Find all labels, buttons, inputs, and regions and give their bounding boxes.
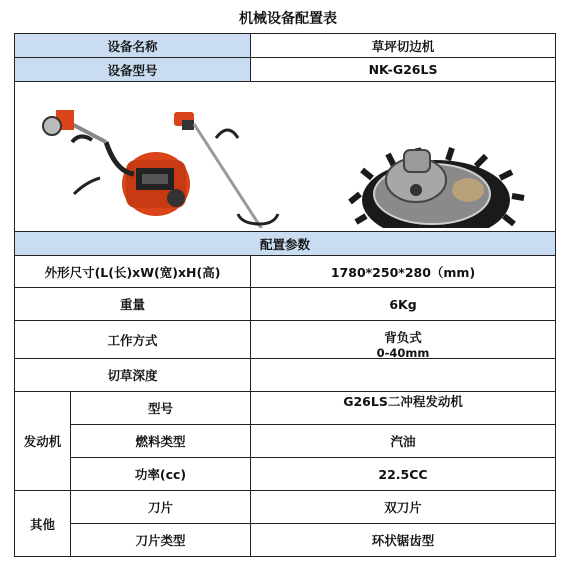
row-blade (15, 491, 556, 524)
label-work-mode: 工作方式 (15, 321, 251, 359)
label-power: 功率(cc) (71, 458, 251, 491)
row-cut-depth (15, 359, 556, 392)
value-device-model: NK-G26LS (251, 58, 556, 82)
label-fuel-type: 燃料类型 (71, 425, 251, 458)
value-engine-model: G26LS二冲程发动机 (251, 392, 556, 425)
row-section-title (15, 232, 556, 256)
product-images (16, 82, 555, 228)
value-blade: 双刀片 (251, 491, 556, 524)
equipment-config-table (14, 33, 556, 557)
row-work-mode (15, 321, 556, 359)
product-images-cell (15, 82, 556, 232)
value-blade-type: 环状锯齿型 (251, 524, 556, 557)
label-weight: 重量 (15, 288, 251, 321)
value-device-name: 草坪切边机 (251, 34, 556, 58)
value-cut-depth-empty (251, 359, 556, 392)
label-device-model: 设备型号 (15, 58, 251, 82)
value-power: 22.5CC (251, 458, 556, 491)
backpack-edger-photo (43, 110, 190, 216)
value-work-mode-cell (251, 321, 556, 359)
row-dimensions (15, 256, 556, 288)
label-cut-depth: 切草深度 (15, 359, 251, 392)
row-power (15, 458, 556, 491)
row-weight (15, 288, 556, 321)
row-device-name (15, 34, 556, 58)
edger-shaft-photo (174, 112, 306, 228)
value-weight: 6Kg (251, 288, 556, 321)
label-dimensions: 外形尺寸(L(长)xW(宽)xH(高) (15, 256, 251, 288)
section-title: 配置参数 (15, 232, 556, 256)
row-engine-model (15, 392, 556, 425)
row-product-images (15, 82, 556, 232)
group-engine: 发动机 (15, 392, 71, 491)
group-other: 其他 (15, 491, 71, 557)
serrated-blade-head-photo (350, 148, 524, 228)
value-fuel-type: 汽油 (251, 425, 556, 458)
label-blade: 刀片 (71, 491, 251, 524)
row-device-model (15, 58, 556, 82)
value-dimensions: 1780*250*280（mm) (251, 256, 556, 288)
label-blade-type: 刀片类型 (71, 524, 251, 557)
value-cut-depth-spill: 0-40mm (376, 348, 430, 358)
value-work-mode: 背负式 (384, 330, 422, 345)
label-device-name: 设备名称 (15, 34, 251, 58)
label-engine-model: 型号 (71, 392, 251, 425)
row-blade-type (15, 524, 556, 557)
document-title: 机械设备配置表 (239, 11, 337, 27)
row-fuel-type (15, 425, 556, 458)
